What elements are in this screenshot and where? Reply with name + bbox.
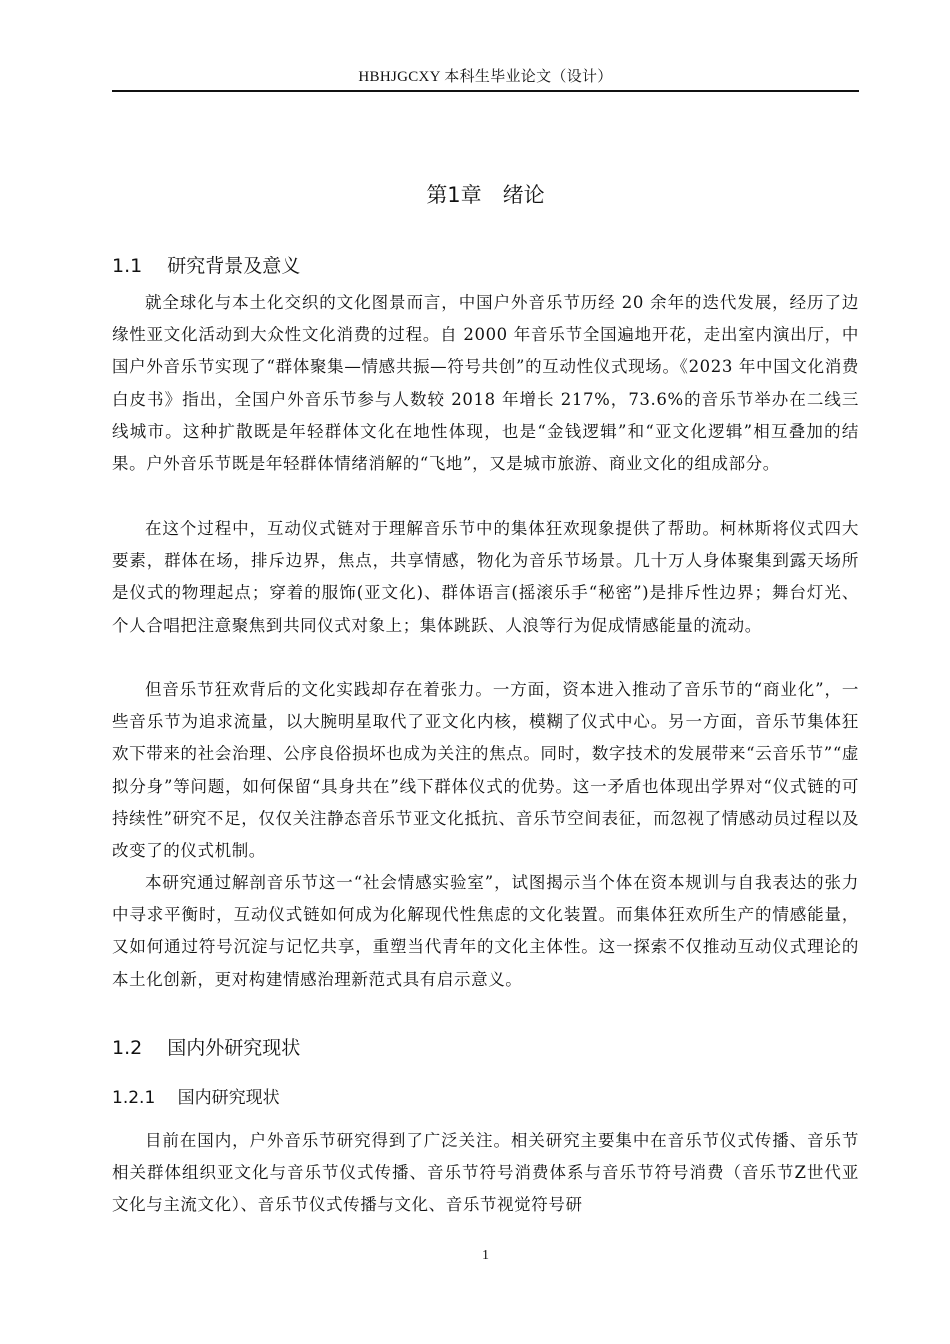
running-header: HBHJGCXY 本科生毕业论文（设计） — [112, 64, 859, 92]
page-number: 1 — [482, 1248, 489, 1263]
section-heading-1-2: 1.2 国内外研究现状 — [112, 1037, 301, 1059]
body-paragraph: 就全球化与本土化交织的文化图景而言，中国户外音乐节历经 20 余年的迭代发展，经历了边缘性亚文化活动到大众性文化消费的过程。自 2000 年音乐节全国遍地开花，走出室内演出厅，中国户外音乐节实现了“群体聚集—情感共振—符号共创”的互动性仪式现场。《2023 年中国文化消费白皮书》指出，全国户外音乐节参与人数较 2018 年增长 217%，73.6%的音乐节举办在二线三线城市。这种扩散既是年轻群体文化在地性体现，也是“金钱逻辑”和“亚文化逻辑”相互叠加的结果。户外音乐节既是年轻群体情绪消解的“飞地”，又是城市旅游、商业文化的组成部分。 — [112, 293, 859, 474]
subsection-heading-1-2-1: 1.2.1 国内研究现状 — [112, 1088, 280, 1108]
body-paragraph: 本研究通过解剖音乐节这一“社会情感实验室”，试图揭示当个体在资本规训与自我表达的张力中寻求平衡时，互动仪式链如何成为化解现代性焦虑的文化装置。而集体狂欢所生产的情感能量，又如何通过符号沉淀与记忆共享，重塑当代青年的文化主体性。这一探索不仅推动互动仪式理论的本土化创新，更对构建情感治理新范式具有启示意义。 — [112, 873, 859, 989]
body-paragraph: 在这个过程中，互动仪式链对于理解音乐节中的集体狂欢现象提供了帮助。柯林斯将仪式四大要素，群体在场，排斥边界，焦点，共享情感，物化为音乐节场景。几十万人身体聚集到露天场所是仪式的物理起点；穿着的服饰(亚文化)、群体语言(摇滚乐手“秘密”)是排斥性边界；舞台灯光、个人合唱把注意聚焦到共同仪式对象上；集体跳跃、人浪等行为促成情感能量的流动。 — [112, 519, 859, 635]
chapter-title: 第1章 绪论 — [426, 183, 545, 207]
body-paragraph: 目前在国内，户外音乐节研究得到了广泛关注。相关研究主要集中在音乐节仪式传播、音乐节相关群体组织亚文化与音乐节仪式传播、音乐节符号消费体系与音乐节符号消费（音乐节Z世代亚文化与主流文化）、音乐节仪式传播与文化、音乐节视觉符号研 — [112, 1131, 859, 1215]
body-paragraph: 但音乐节狂欢背后的文化实践却存在着张力。一方面，资本进入推动了音乐节的“商业化”，一些音乐节为追求流量，以大腕明星取代了亚文化内核，模糊了仪式中心。另一方面，音乐节集体狂欢下带来的社会治理、公序良俗损坏也成为关注的焦点。同时，数字技术的发展带来“云音乐节”“虚拟分身”等问题，如何保留“具身共在”线下群体仪式的优势。这一矛盾也体现出学界对“仪式链的可持续性”研究不足，仅仅关注静态音乐节亚文化抵抗、音乐节空间表征，而忽视了情感动员过程以及改变了的仪式机制。 — [112, 680, 859, 861]
section-heading-1-1: 1.1 研究背景及意义 — [112, 255, 301, 277]
